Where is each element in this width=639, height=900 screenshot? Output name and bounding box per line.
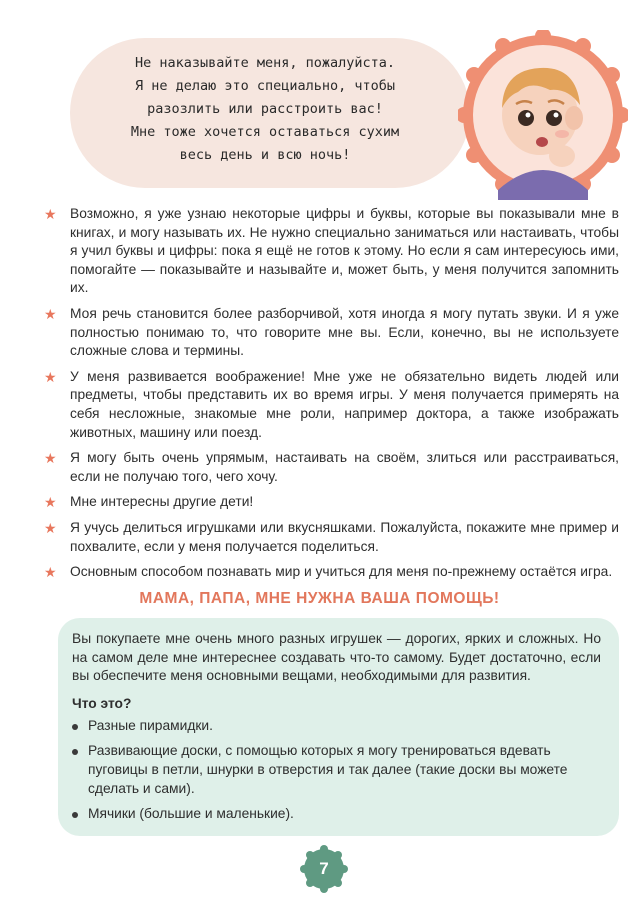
speech-line: весь день и всю ночь! bbox=[179, 147, 351, 163]
list-item: Разные пирамидки. bbox=[72, 717, 601, 736]
star-icon: ★ bbox=[44, 519, 57, 536]
list-item: Развивающие доски, с помощью которых я могу тренироваться вдевать пуговицы в петли, шнурки в отверстия и так далее (такие доски вы можете сделать и сами). bbox=[72, 742, 601, 798]
help-intro: Вы покупаете мне очень много разных игрушек — дорогих, ярких и сложных. Но на самом деле мне интереснее создавать что-то самому. Будет достаточно, если вы обеспечите меня основными вещами, необходимыми для развития. bbox=[72, 631, 601, 684]
list-item: ★ Мне интересны другие дети! bbox=[44, 494, 254, 511]
list-item: ★ Я учусь делиться игрушками или вкусняшками. Пожалуйста, покажите мне пример и похвалите, если у меня получается поделиться. bbox=[44, 519, 619, 554]
speech-line: Мне тоже хочется оставаться сухим bbox=[130, 124, 400, 140]
list-item: ★ Моя речь становится более разборчивой, хотя иногда я могу путать звуки. И я уже полностью понимаю то, что говорите мне вы. Если, конечно, вы не используете сложные слова и термины. bbox=[44, 305, 619, 359]
help-box bbox=[58, 618, 619, 836]
bullet-dot-icon bbox=[72, 724, 78, 730]
bullet-dot-icon bbox=[72, 749, 78, 755]
child-portrait bbox=[458, 30, 628, 200]
section-title: МАМА, ПАПА, МНЕ НУЖНА ВАША ПОМОЩЬ! bbox=[139, 590, 500, 607]
help-question: Что это? bbox=[72, 695, 132, 711]
list-item: ★ Основным способом познавать мир и учиться для меня по-прежнему остаётся игра. bbox=[44, 564, 613, 581]
star-icon: ★ bbox=[44, 450, 57, 467]
star-icon: ★ bbox=[44, 206, 57, 222]
star-icon: ★ bbox=[44, 368, 57, 385]
ear bbox=[565, 106, 583, 130]
eye-left bbox=[518, 110, 534, 126]
development-list bbox=[44, 205, 619, 589]
mouth bbox=[536, 137, 548, 147]
speech-line: Я не делаю это специально, чтобы bbox=[134, 78, 396, 94]
speech-line: разозлить или расстроить вас! bbox=[147, 101, 383, 117]
eye-right bbox=[546, 110, 562, 126]
page-number: 7 bbox=[319, 859, 329, 878]
star-icon: ★ bbox=[44, 305, 57, 322]
star-icon: ★ bbox=[44, 564, 57, 581]
speech-bubble-text bbox=[80, 52, 450, 167]
star-icon: ★ bbox=[44, 494, 57, 511]
bullet-dot-icon bbox=[72, 812, 78, 818]
list-item: ★ Я могу быть очень упрямым, настаивать на своём, злиться или расстраиваться, если не получаю того, чего хочу. bbox=[44, 450, 619, 484]
list-item: ★ Возможно, я уже узнаю некоторые цифры и буквы, которые вы показывали мне в книгах, и могу называть их. Не нужно специально заниматься или настаивать, чтобы я учил буквы и цифры: пока я ещё не готов к этому. Но если я сам интересуюсь ими, помогайте — показывайте и называйте и, может быть, у меня получится запомнить их. bbox=[44, 206, 619, 296]
cheek bbox=[555, 130, 569, 138]
list-item: Мячики (большие и маленькие). bbox=[72, 805, 601, 824]
speech-line: Не наказывайте меня, пожалуйста. bbox=[134, 55, 396, 71]
hand bbox=[549, 145, 575, 167]
list-item: ★ У меня развивается воображение! Мне уже не обязательно видеть людей или предметы, чтобы представить их во время игры. У меня получается примерять на себя несложные, знакомые мне роли, например доктора, а также изображать животных, машину или поезд. bbox=[44, 368, 619, 440]
help-list bbox=[72, 717, 601, 824]
